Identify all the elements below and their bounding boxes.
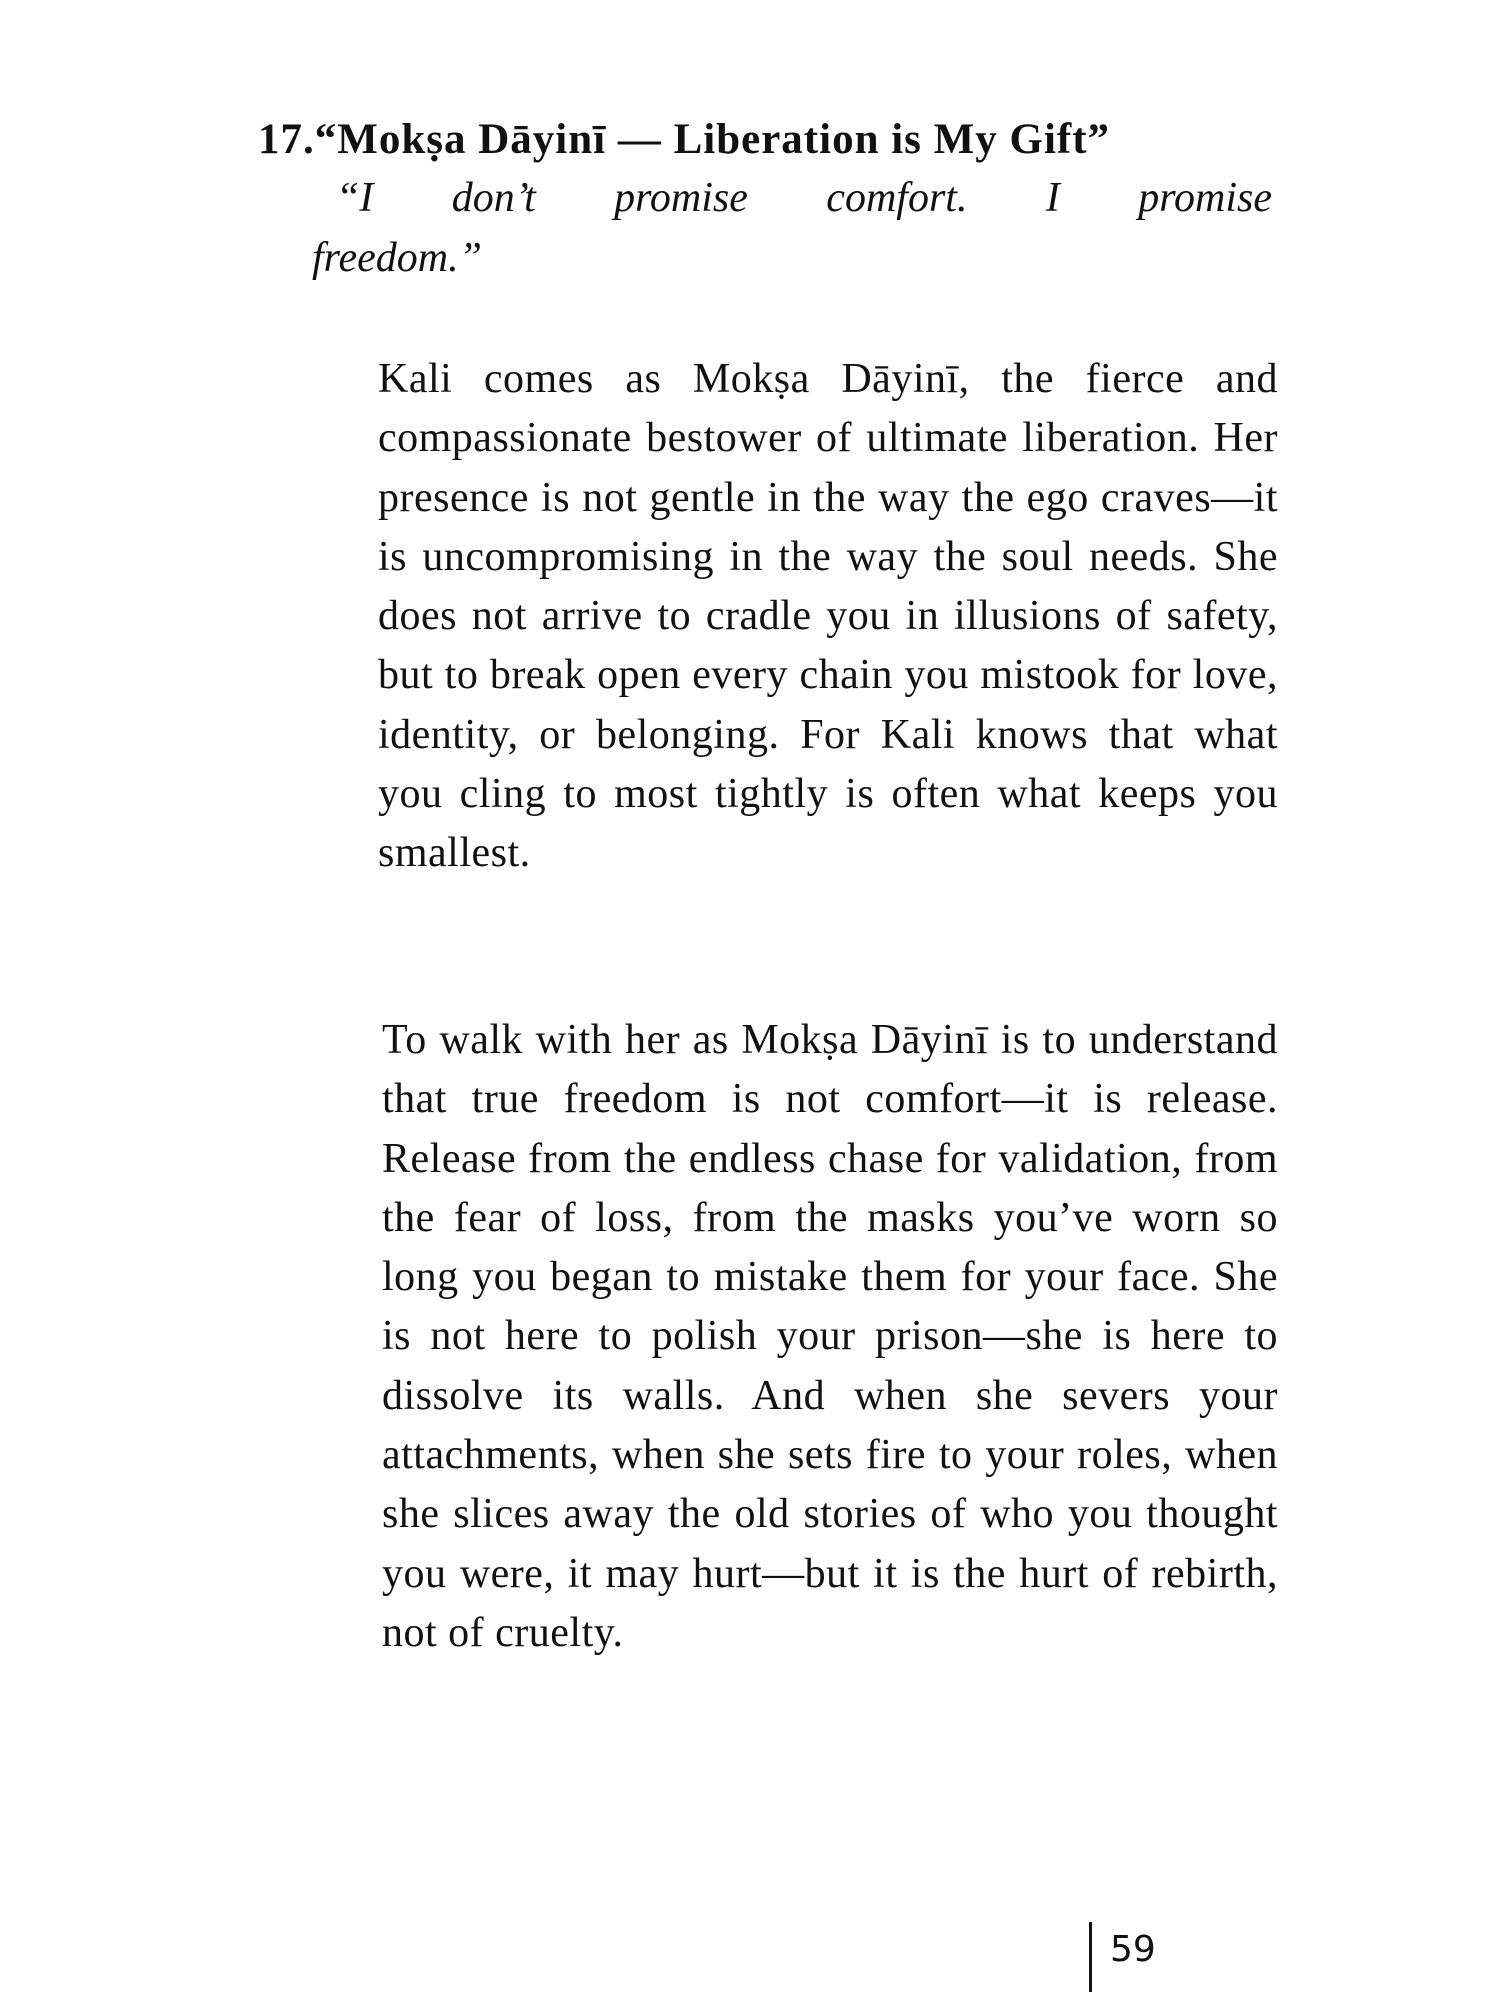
page-number: 59 <box>1110 1929 1156 1970</box>
epigraph-line-2: freedom.” <box>312 235 482 281</box>
epigraph-line-1: “I don’t promise comfort. I promise <box>336 175 1272 221</box>
body-paragraph-1: Kali comes as Mokṣa Dāyinī, the fierce and compassionate bestower of ultimate liberation. Her presence is not gentle in the way the ego craves—it is uncompromising in the way the soul needs. She does not arrive to cradle you in illusions of safety, but to break open every chain you mistook for love, identity, or belonging. For Kali knows that what you cling to most tightly is often what keeps you smallest. <box>378 356 1278 877</box>
chapter-heading: 17.“Mokṣa Dāyinī — Liberation is My Gift” <box>258 116 1111 163</box>
body-paragraph-2: To walk with her as Mokṣa Dāyinī is to understand that true freedom is not comfort—it is release. Release from the endless chase for validation, from the fear of loss, from the masks you’ve worn so long you began to mistake them for your face. She is not here to polish your prison—she is here to dissolve its walls. And when she severs your attachments, when she sets fire to your roles, when she slices away the old stories of who you thought you were, it may hurt—but it is the hurt of rebirth, not of cruelty. <box>382 1017 1278 1656</box>
epigraph <box>312 168 1272 288</box>
page-number-rule <box>1089 1922 1092 1992</box>
